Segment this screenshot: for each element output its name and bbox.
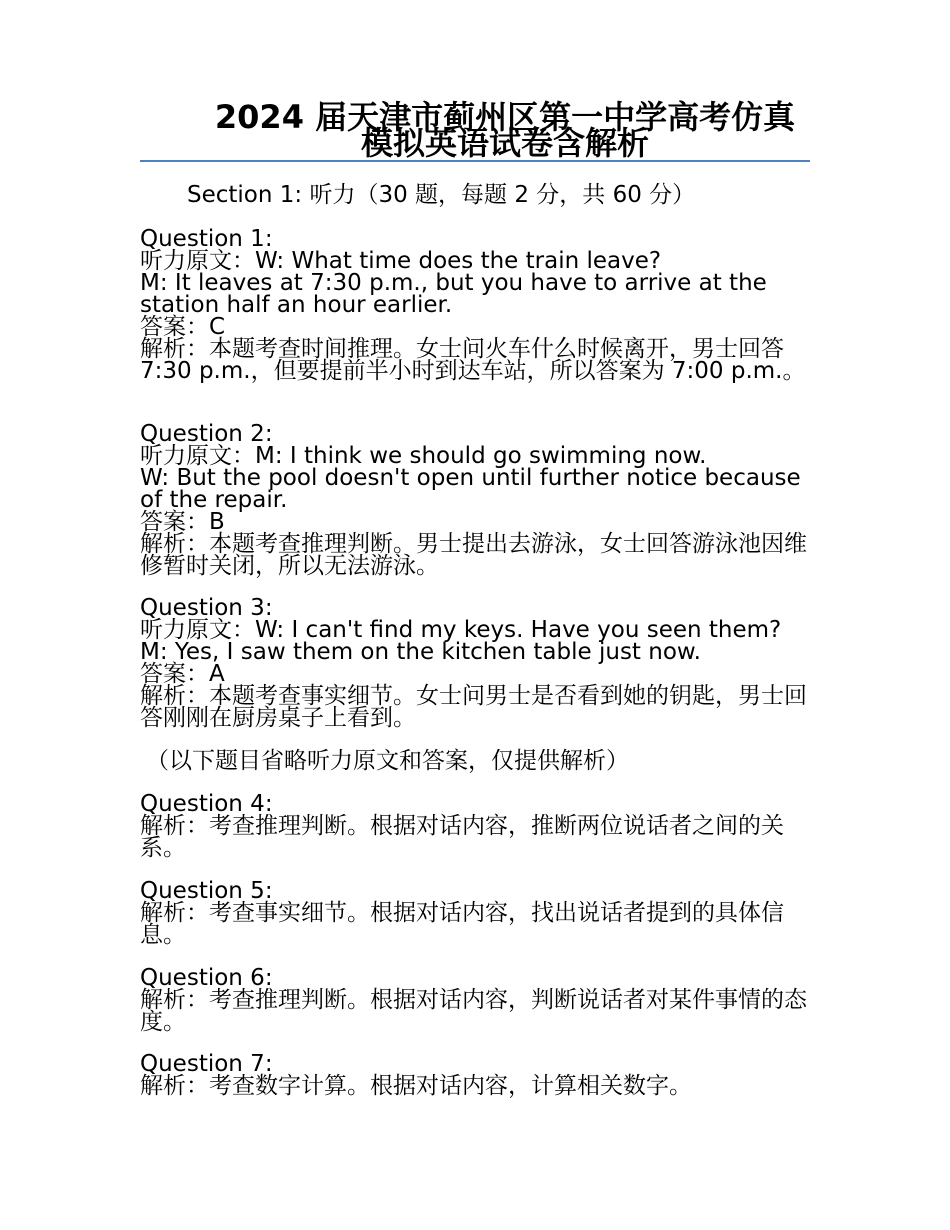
question-transcript: 听力原文：W: What time does the train leave? [140, 248, 662, 274]
question-analysis: 解析：考查推理判断。根据对话内容，判断说话者对某件事情的态度。 [140, 987, 807, 1035]
question-label: Question 5: [140, 878, 273, 904]
question-analysis: 解析：本题考查时间推理。女士问火车什么时候离开，男士回答 7:30 p.m.，但要提前半小时到达车站，所以答案为 7:00 p.m.。 [140, 336, 806, 384]
question-transcript-continued: W: But the pool doesn't open until further notice because of the repair. [140, 465, 801, 513]
document-title: 2024 届天津市蓟州区第一中学高考仿真模拟英语试卷含解析 [214, 98, 796, 162]
question-answer: 答案：B [140, 509, 225, 535]
question-label: Question 6: [140, 965, 273, 991]
question-answer: 答案：A [140, 661, 225, 687]
question-block-2 [140, 423, 815, 577]
question-label: Question 3: [140, 595, 273, 621]
question-block-4 [140, 793, 815, 859]
question-label: Question 2: [140, 421, 273, 447]
question-analysis: 解析：考查事实细节。根据对话内容，找出说话者提到的具体信息。 [140, 900, 784, 948]
question-analysis: 解析：考查推理判断。根据对话内容，推断两位说话者之间的关系。 [140, 813, 784, 861]
question-transcript: 听力原文：W: I can't find my keys. Have you seen them? [140, 617, 782, 643]
omission-note: （以下题目省略听力原文和答案，仅提供解析） [146, 748, 629, 774]
question-block-5 [140, 880, 815, 946]
question-analysis: 解析：本题考查事实细节。女士问男士是否看到她的钥匙，男士回答刚刚在厨房桌子上看到。 [140, 683, 807, 731]
question-transcript: 听力原文：M: I think we should go swimming now. [140, 443, 707, 469]
section-heading: Section 1: 听力（30 题，每题 2 分，共 60 分） [187, 182, 696, 208]
question-analysis: 解析：本题考查推理判断。男士提出去游泳，女士回答游泳池因维修暂时关闭，所以无法游泳。 [140, 531, 807, 579]
question-label: Question 1: [140, 226, 273, 252]
question-transcript-continued: M: Yes, I saw them on the kitchen table just now. [140, 639, 701, 665]
question-block-6 [140, 967, 815, 1033]
question-block-1 [140, 228, 815, 382]
question-label: Question 4: [140, 791, 273, 817]
question-analysis: 解析：考查数字计算。根据对话内容，计算相关数字。 [140, 1073, 692, 1099]
title-underline [140, 160, 810, 162]
question-block-7 [140, 1053, 815, 1097]
question-block-3 [140, 597, 815, 729]
question-label: Question 7: [140, 1051, 273, 1077]
question-answer: 答案：C [140, 314, 226, 340]
question-transcript-continued: M: It leaves at 7:30 p.m., but you have to arrive at the station half an hour earlier. [140, 270, 767, 318]
